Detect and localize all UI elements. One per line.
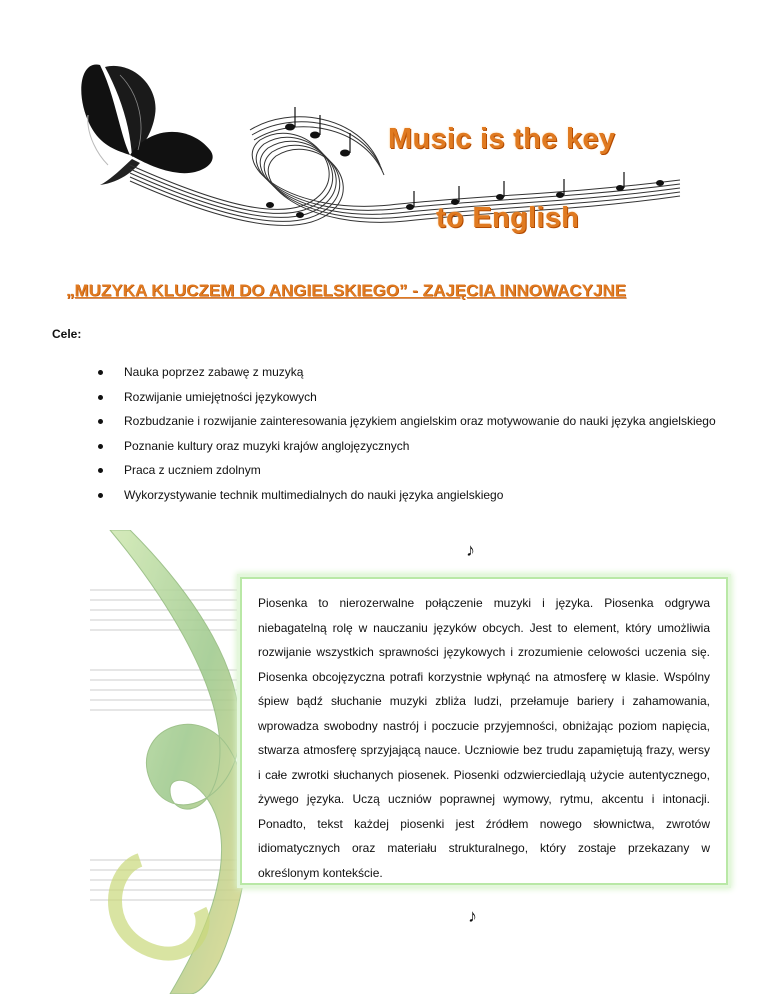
header-illustration (60, 55, 700, 245)
music-note-icon: ♪ (466, 540, 475, 560)
goal-item: Praca z uczniem zdolnym (98, 458, 738, 483)
goals-list (98, 360, 738, 507)
main-heading: „MUZYKA KLUCZEM DO ANGIELSKIEGO” - ZAJĘCIA INNOWACYJNE (66, 281, 627, 300)
goal-item: Rozwijanie umiejętności językowych (98, 385, 738, 410)
goal-item: Wykorzystywanie technik multimedialnych do nauki języka angielskiego (98, 483, 738, 508)
title-line-2: to English (436, 202, 580, 234)
goals-label: Cele: (52, 327, 82, 341)
title-line-1: Music is the key (388, 123, 616, 155)
goal-item: Nauka poprzez zabawę z muzyką (98, 360, 738, 385)
music-note-icon: ♪ (468, 906, 477, 926)
goal-item: Poznanie kultury oraz muzyki krajów anglojęzycznych (98, 434, 738, 459)
song-paragraph: Piosenka to nierozerwalne połączenie muzyki i języka. Piosenka odgrywa niebagatelną rolę w nauczaniu języków obcych. Jest to element, który umożliwia rozwijanie wszystkich sprawności językowych i zrozumienie celowości uczenia się. Piosenka obcojęzyczna potrafi korzystnie wpłynąć na atmosferę w klasie. Wspólny śpiew bądź słuchanie muzyki zbliża ludzi, przełamuje bariery i zahamowania, wprowadza swobodny nastrój i poczucie przyjemności, obniżając poziom napięcia, stwarza atmosferę sprzyjającą nauce. Uczniowie bez trudu zapamiętują frazy, wersy i całe zwrotki słuchanych piosenek. Piosenki odzwierciedlają użycie autentycznego, żywego języka. Uczą uczniów poprawnej wymowy, rytmu, akcentu i intonacji. Ponadto, tekst każdej piosenki jest źródłem nowego słownictwa, zwrotów idiomatycznych oraz materiału strukturalnego, który zostaje przekazany w określonym kontekście. (258, 596, 710, 880)
song-paragraph-box (240, 577, 728, 885)
goal-item: Rozbudzanie i rozwijanie zainteresowania językiem angielskim oraz motywowanie do nauki języka angielskiego (98, 409, 738, 434)
